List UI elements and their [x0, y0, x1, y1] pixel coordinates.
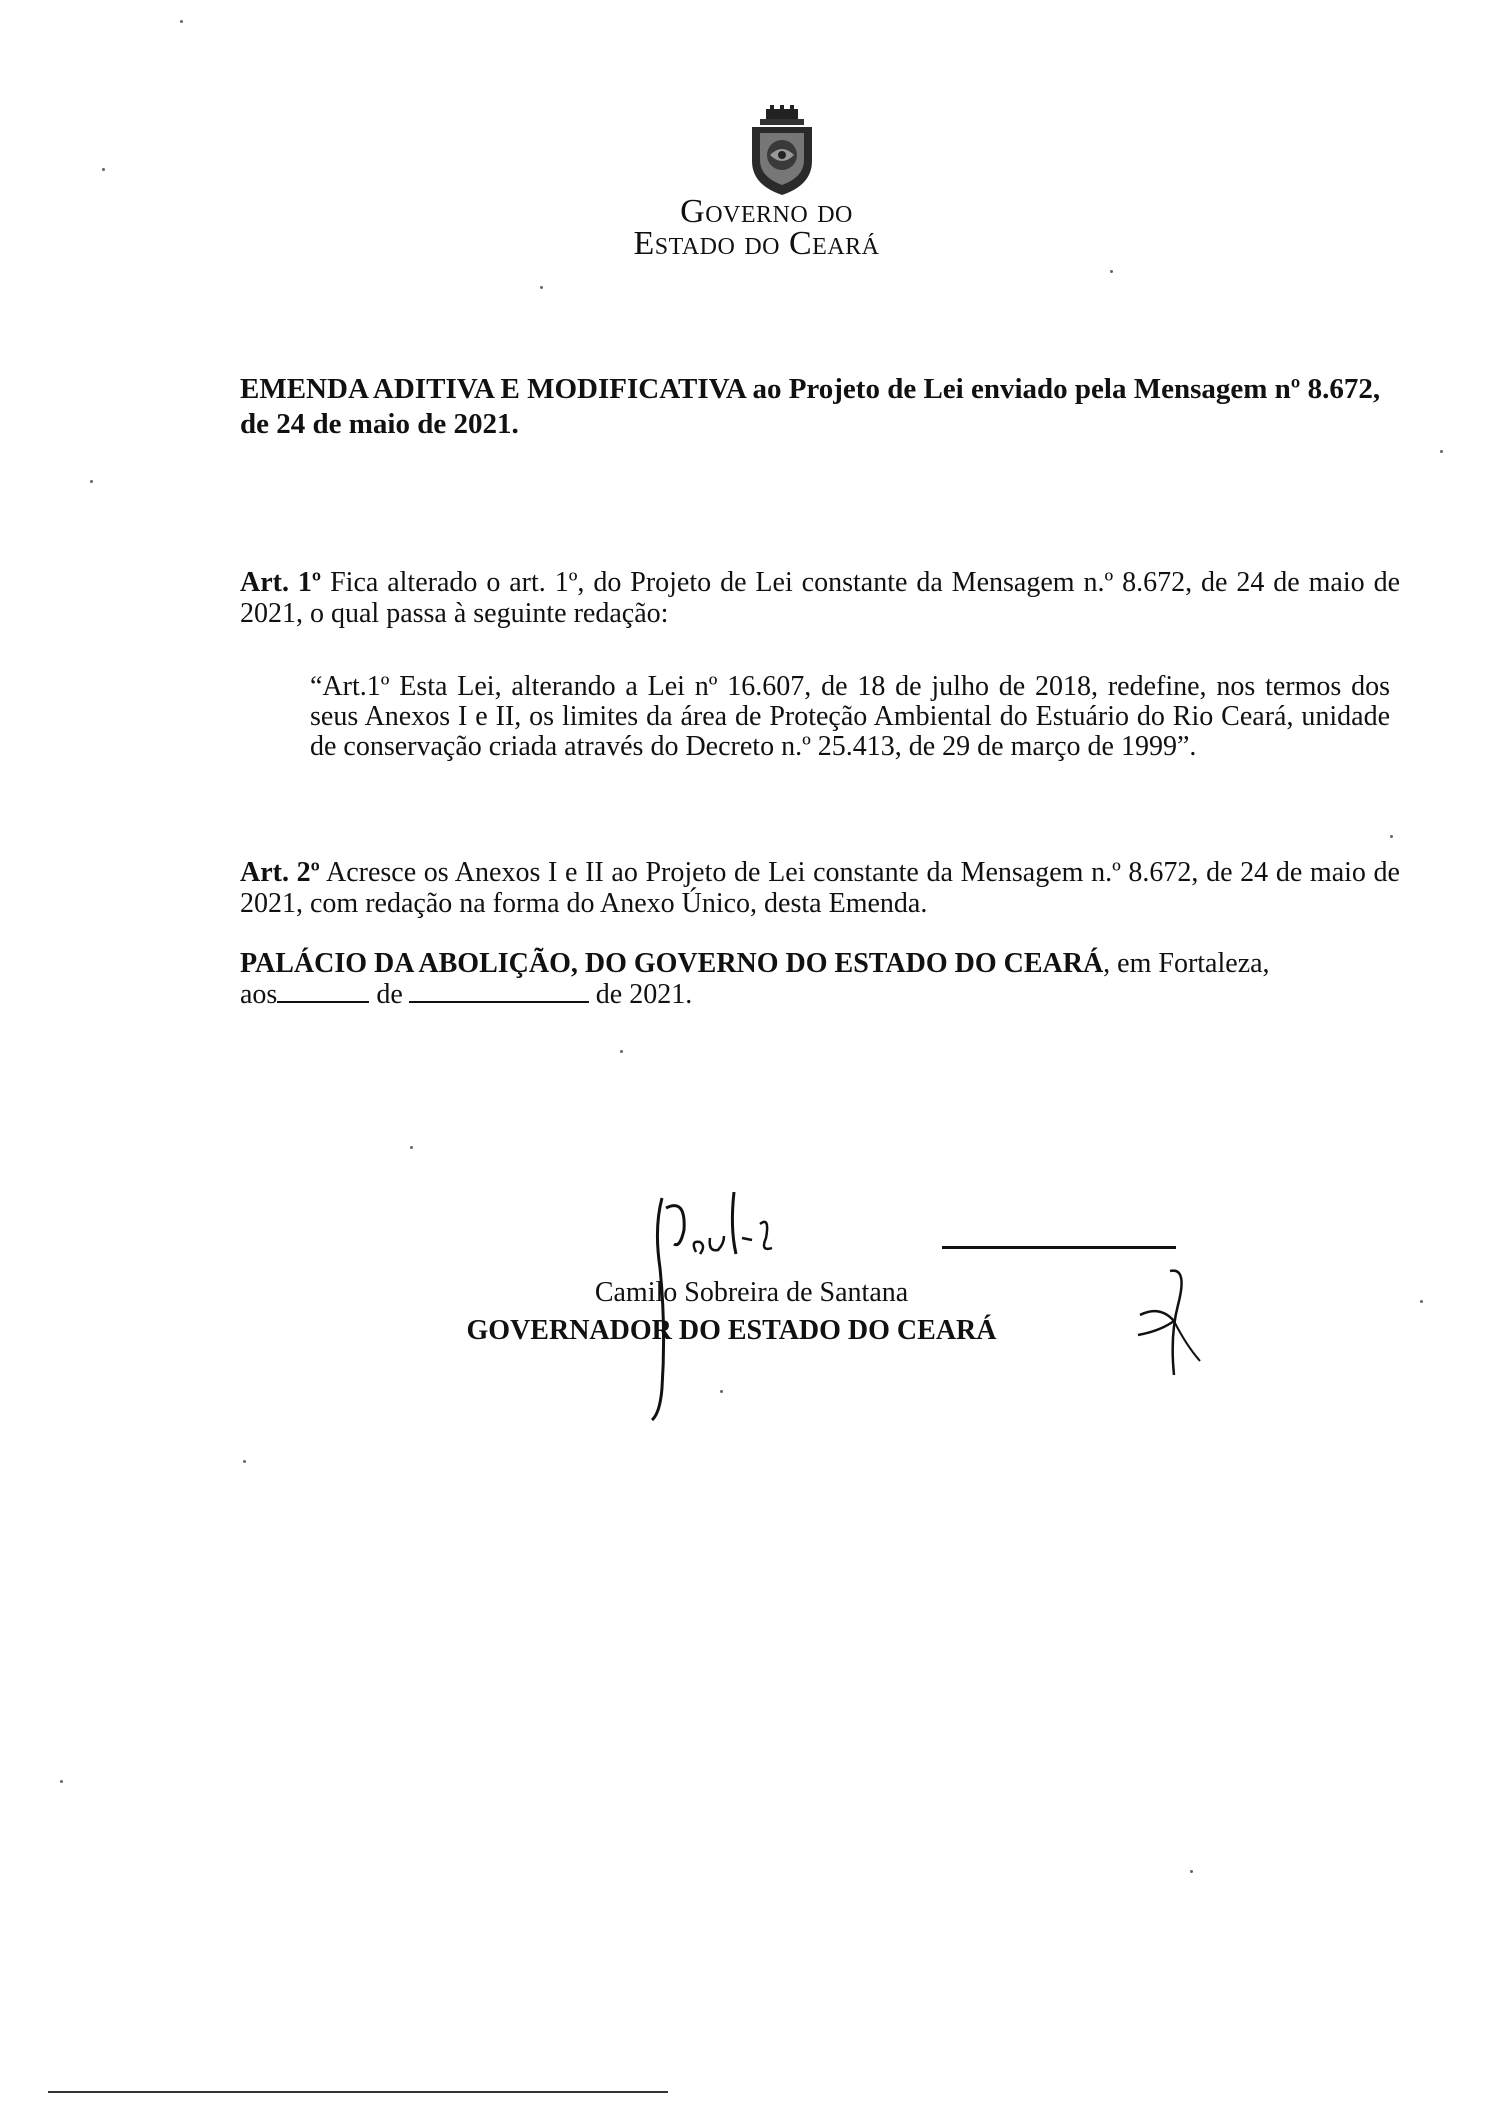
article-1	[240, 567, 1400, 629]
closing-paragraph	[240, 948, 1400, 1010]
article-2-text: Acresce os Anexos I e II ao Projeto de Lei constante da Mensagem n.º 8.672, de 24 de maio de 2021, com redação na forma do Anexo Único, desta Emenda.	[240, 857, 1400, 919]
closing-bold: PALÁCIO DA ABOLIÇÃO, DO GOVERNO DO ESTADO DO CEARÁ	[240, 948, 1104, 979]
title-rest: ao Projeto de Lei enviado pela Mensagem nº 8.672, de 24 de maio de 2021.	[240, 373, 1381, 440]
title-bold: EMENDA ADITIVA E MODIFICATIVA	[240, 373, 746, 405]
footer-divider	[48, 2091, 668, 2093]
signer-role: GOVERNADOR DO ESTADO DO CEARÁ	[466, 1315, 997, 1346]
signer-name: Camilo Sobreira de Santana	[594, 1277, 909, 1308]
article-1-text: Fica alterado o art. 1º, do Projeto de Lei constante da Mensagem n.º 8.672, de 24 de maio de 2021, o qual passa à seguinte redação:	[240, 567, 1400, 629]
article-2	[240, 857, 1400, 919]
closing-year: de 2021.	[595, 979, 693, 1010]
closing-aos: aos	[240, 979, 278, 1010]
ceara-coat-of-arms-icon	[744, 105, 820, 197]
article-2-label: Art. 2º	[240, 857, 320, 888]
signature-line	[942, 1246, 1176, 1249]
article-1-label: Art. 1º	[240, 567, 322, 598]
document-title	[240, 372, 1400, 442]
closing-location: , em Fortaleza,	[1103, 948, 1270, 979]
quoted-article: “Art.1º Esta Lei, alterando a Lei nº 16.607, de 18 de julho de 2018, redefine, nos termos dos seus Anexos I e II, os limites da área de Proteção Ambiental do Estuário do Rio Ceará, unidade de conservação criada através do Decreto n.º 25.413, de 29 de março de 1999”.	[310, 671, 1390, 762]
closing-de: de	[376, 979, 403, 1010]
government-name-line1: Governo do	[680, 193, 853, 230]
month-blank	[409, 979, 589, 1003]
day-blank	[277, 979, 369, 1003]
government-name-line2: Estado do Ceará	[633, 225, 880, 262]
